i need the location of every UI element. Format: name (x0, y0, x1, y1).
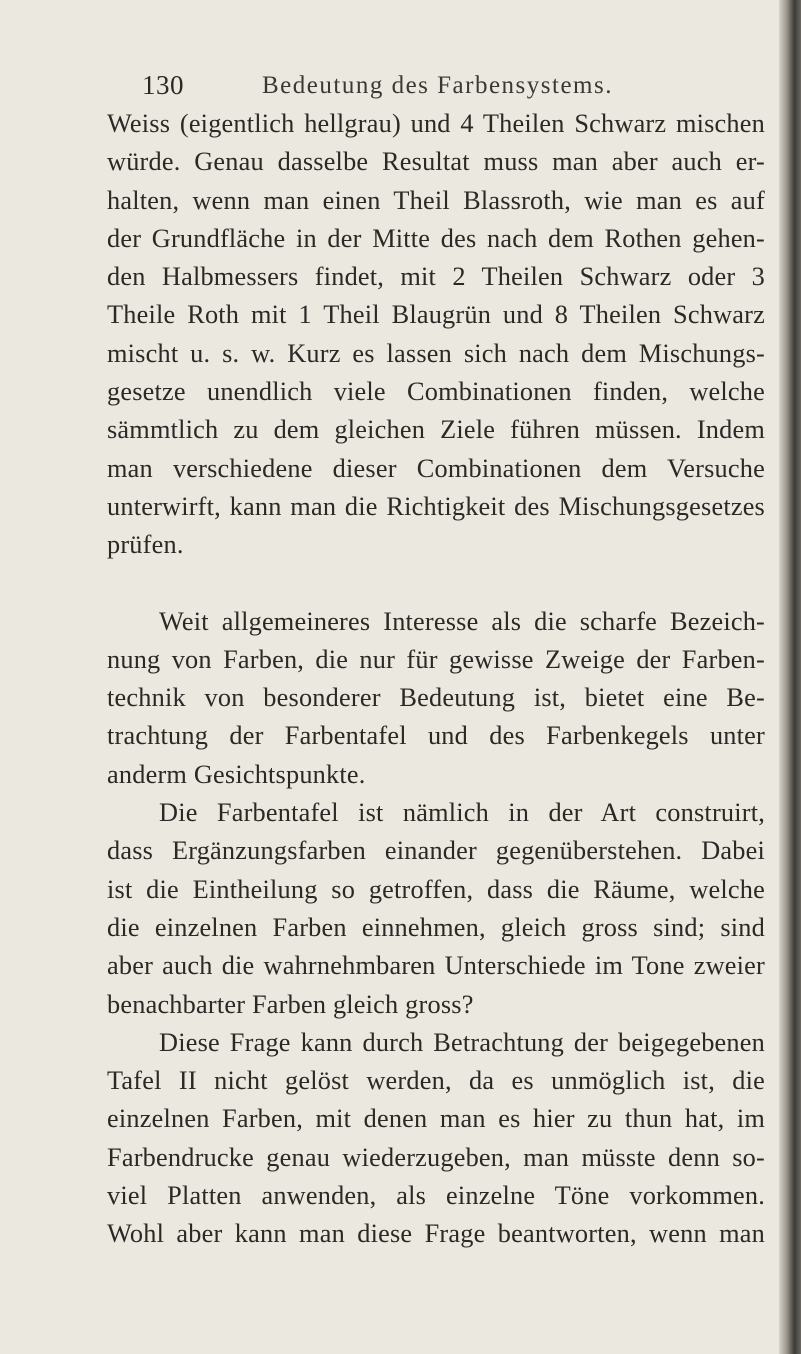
text-line: man verschiedene dieser Combinationen dem Versuche (107, 453, 765, 483)
text-line: gesetze unendlich viele Combinationen finden, welche (107, 377, 765, 407)
page-header (142, 70, 762, 110)
paragraph-3 (107, 794, 765, 1024)
text-line: aber auch die wahrnehmbaren Unterschiede im Tone zweier (107, 951, 765, 981)
text-line: nung von Farben, die nur für gewisse Zweige der Farben- (107, 644, 765, 674)
text-line: technik von besonderer Bedeutung ist, bietet eine Be- (107, 683, 765, 713)
text-line: der Grundfläche in der Mitte des nach dem Rothen gehen- (107, 223, 765, 253)
running-head: Bedeutung des Farbensystems. (262, 72, 613, 99)
text-line: unterwirft, kann man die Richtigkeit des Mischungsgesetzes (107, 491, 765, 521)
text-line: würde. Genau dasselbe Resultat muss man aber auch er- (107, 147, 765, 177)
text-line: sämmtlich zu dem gleichen Ziele führen müssen. Indem (107, 415, 765, 445)
text-line: mischt u. s. w. Kurz es lassen sich nach dem Mischungs- (107, 338, 765, 368)
text-line: viel Platten anwenden, als einzelne Töne vorkommen. (107, 1181, 765, 1211)
text-line: prüfen. (107, 530, 184, 560)
text-line: Weit allgemeineres Interesse als die scharfe Bezeich- (159, 606, 765, 636)
text-line: Theile Roth mit 1 Theil Blaugrün und 8 Theilen Schwarz (107, 300, 765, 330)
text-line: Diese Frage kann durch Betrachtung der beigegebenen (159, 1027, 765, 1057)
text-line: Wohl aber kann man diese Frage beantworten, wenn man (107, 1219, 765, 1249)
page-edge-shadow (779, 0, 801, 1354)
text-line: Die Farbentafel ist nämlich in der Art construirt, (159, 798, 765, 828)
paragraph-4 (107, 1024, 765, 1254)
body-text (107, 105, 765, 1254)
text-line: Farbendrucke genau wiederzugeben, man müsste denn so- (107, 1142, 765, 1172)
paragraph-1 (107, 105, 765, 565)
text-line: trachtung der Farbentafel und des Farbenkegels unter (107, 721, 765, 751)
text-line: halten, wenn man einen Theil Blassroth, wie man es auf (107, 185, 765, 215)
paragraph-2 (107, 603, 765, 794)
text-line: benachbarter Farben gleich gross? (107, 989, 474, 1019)
text-line: anderm Gesichtspunkte. (107, 759, 366, 789)
text-line: Tafel II nicht gelöst werden, da es unmöglich ist, die (107, 1066, 765, 1096)
text-line: Weiss (eigentlich hellgrau) und 4 Theilen Schwarz mischen (107, 109, 765, 138)
text-line: dass Ergänzungsfarben einander gegenüberstehen. Dabei (107, 836, 765, 866)
text-line: den Halbmessers findet, mit 2 Theilen Schwarz oder 3 (107, 262, 765, 292)
page-number: 130 (142, 70, 184, 100)
text-line: ist die Eintheilung so getroffen, dass die Räume, welche (107, 874, 765, 904)
paragraph-gap (107, 565, 765, 603)
text-line: die einzelnen Farben einnehmen, gleich gross sind; sind (107, 912, 765, 942)
text-line: einzelnen Farben, mit denen man es hier zu thun hat, im (107, 1104, 765, 1134)
